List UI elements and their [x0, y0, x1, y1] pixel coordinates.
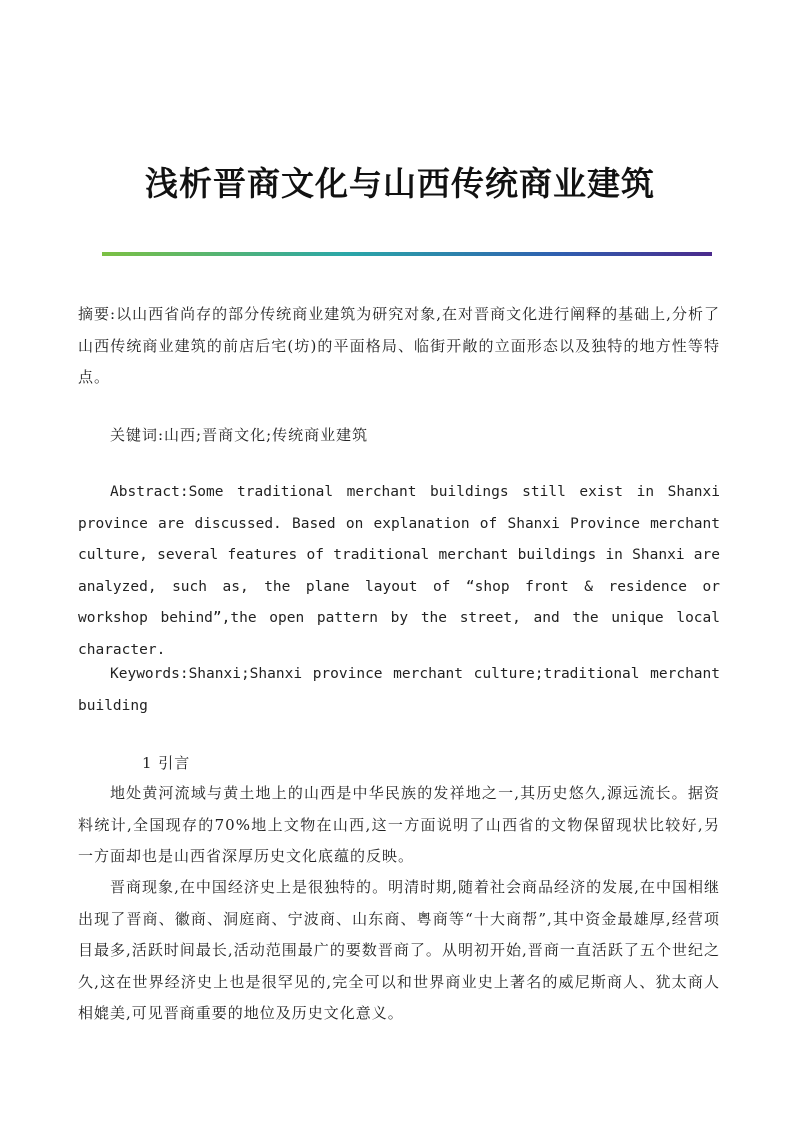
section-heading: 1 引言	[142, 754, 191, 772]
keywords-chinese: 关键词:山西;晋商文化;传统商业建筑	[110, 426, 369, 444]
intro-paragraph-2: 晋商现象,在中国经济史上是很独特的。明清时期,随着社会商品经济的发展,在中国相继出现了晋商、徽商、洞庭商、宁波商、山东商、粤商等“十大商帮”,其中资金最雄厚,经营项目最多,活跃时间最长,活动范围最广的要数晋商了。从明初开始,晋商一直活跃了五个世纪之久,这在世界经济史上也是很罕见的,完全可以和世界商业史上著名的威尼斯商人、犹太商人相媲美,可见晋商重要的地位及历史文化意义。	[78, 878, 720, 1022]
title-divider	[102, 252, 712, 256]
keywords-english: Keywords:Shanxi;Shanxi province merchant culture;traditional merchant building	[78, 666, 720, 714]
abstract-chinese: 摘要:以山西省尚存的部分传统商业建筑为研究对象,在对晋商文化进行阐释的基础上,分析了山西传统商业建筑的前店后宅(坊)的平面格局、临街开敞的立面形态以及独特的地方性等特点。	[78, 305, 720, 386]
abstract-english: Abstract:Some traditional merchant buildings still exist in Shanxi province are discussed. Based on explanation of Shanxi Province merchant culture, several features of traditional merchant buildings in Shanxi are analyzed, such as, the plane layout of “shop front & residence or workshop behind”,the open pattern by the street, and the unique local character.	[78, 484, 720, 658]
intro-paragraph-1: 地处黄河流域与黄土地上的山西是中华民族的发祥地之一,其历史悠久,源远流长。据资料统计,全国现存的70%地上文物在山西,这一方面说明了山西省的文物保留现状比较好,另一方面却也是山西省深厚历史文化底蕴的反映。	[78, 784, 720, 865]
document-title: 浅析晋商文化与山西传统商业建筑	[145, 164, 655, 203]
